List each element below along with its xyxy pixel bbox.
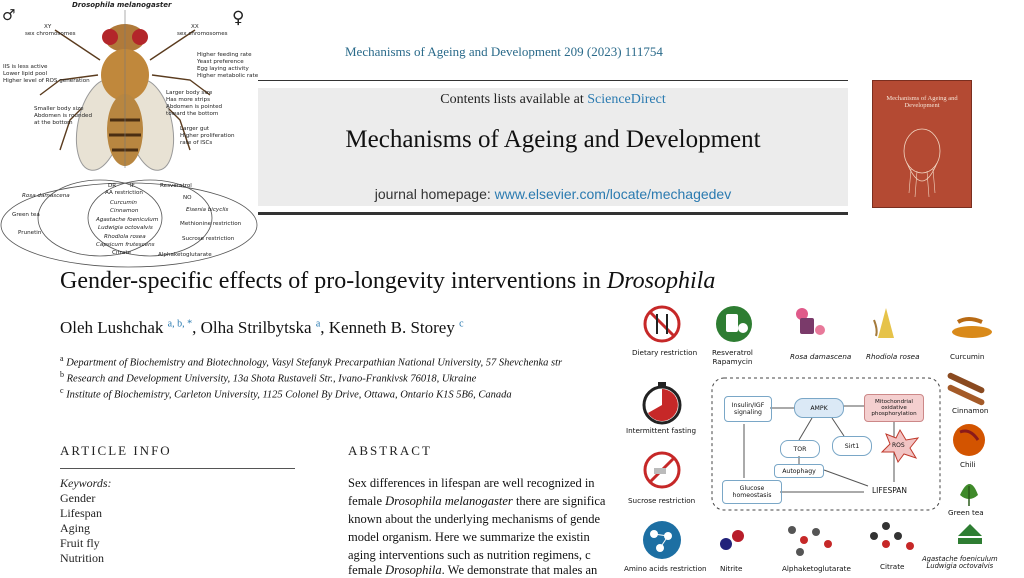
journal-cover-image[interactable] (872, 80, 972, 208)
rose-oil-icon (796, 308, 825, 335)
abstract-text: female (348, 563, 386, 577)
male-body-trait: Abdomen is rounded (34, 113, 93, 119)
intervention-label: Citrate (880, 562, 905, 571)
keyword: Gender (60, 491, 96, 505)
stopwatch-icon (644, 382, 680, 423)
venn-right-item: Resveratrol (160, 183, 192, 189)
female-body-trait: toward the bottom (166, 111, 219, 117)
venn-right-item: Eisenia bicyclis (186, 207, 229, 213)
article-info-divider (60, 468, 295, 469)
female-gut-trait: Higher proliferation (180, 133, 235, 139)
affiliation (60, 370, 476, 385)
article-title (60, 268, 715, 295)
nitrite-icon (720, 530, 744, 550)
intervention-label: Amino acids restriction (624, 564, 707, 573)
author-name[interactable]: Kenneth B. Storey (328, 318, 455, 337)
keyword: Nutrition (60, 551, 104, 565)
abstract-line (348, 476, 595, 491)
abstract-text: Sex differences in lifespan are well recognized in (348, 476, 595, 490)
abstract-text: known about the underlying mechanisms of gende (348, 512, 601, 526)
pathway-node-tor: TOR (780, 440, 820, 458)
female-trait: Higher metabolic rate (197, 73, 259, 79)
fly-figure-title: Drosophila melanogaster (72, 1, 172, 9)
male-trait: IIS is less active (3, 64, 48, 70)
pathway-node-lifespan: LIFESPAN (872, 486, 907, 495)
venn-center-item: Rhodiola rosea (104, 234, 146, 240)
affiliation-key: b (60, 370, 64, 379)
abstract-line (348, 530, 590, 545)
cinnamon-icon (947, 372, 986, 406)
venn-center-item: Cinnamon (110, 208, 139, 214)
venn-right-item: Methionine restriction (180, 221, 242, 227)
pill-bottle-icon (716, 306, 752, 342)
article-title-italic: Drosophila (606, 268, 716, 294)
author-affiliation-marks[interactable]: a (315, 318, 321, 330)
curcumin-icon (952, 319, 992, 338)
pathway-node-ros: ROS (892, 442, 905, 449)
male-chrom-label: sex chromosomes (25, 31, 76, 37)
author-affiliation-marks[interactable]: c (459, 318, 464, 330)
cover-title: Mechanisms of Ageing and Development (886, 95, 958, 109)
keyword: Aging (60, 521, 90, 535)
venn-center-item: Capsicum frutescens (96, 242, 155, 248)
female-gut-trait: Larger gut (180, 126, 210, 132)
venn-right-item: Alphaketoglutarate (158, 252, 212, 258)
female-trait: Yeast preference (197, 59, 244, 65)
venn-center-head: DR (108, 183, 117, 189)
contents-prefix: Contents lists available at (440, 92, 588, 107)
intervention-label: Dietary restriction (632, 348, 698, 357)
no-food-icon (645, 307, 679, 341)
affiliation-key: c (60, 386, 64, 395)
affiliation (60, 386, 512, 401)
akg-molecule-icon (788, 526, 832, 556)
venn-center-head: AA restriction (105, 190, 143, 196)
keyword: Fruit fly (60, 536, 100, 550)
abstract-italic: Drosophila melanogaster (385, 494, 513, 508)
pathway-node-glucose: Glucose homeostasis (722, 480, 782, 504)
fly-sex-differences-figure (0, 0, 258, 268)
contents-line (258, 92, 848, 108)
journal-reference: Mechanisms of Ageing and Development 209 (2023) 111754 (345, 44, 663, 59)
male-chrom-xy: XY (44, 24, 52, 30)
intervention-label: Curcumin (950, 352, 985, 361)
affiliation-text: Department of Biochemistry and Biotechnology, Vasyl Stefanyk Precarpathian National University, 57 Shevchenka str (66, 357, 563, 369)
venn-right-item: Sucrose restriction (182, 236, 235, 242)
female-chrom-xx: XX (191, 24, 199, 30)
article-title-text: Gender-specific effects of pro-longevity interventions in (60, 268, 607, 294)
chili-icon (953, 424, 985, 456)
intervention-label: Chili (960, 460, 976, 469)
male-trait: Lower lipid pool (3, 71, 48, 77)
intervention-label: Nitrite (720, 564, 743, 573)
intervention-label: Sucrose restriction (628, 496, 696, 505)
intervention-label: Rhodiola rosea (866, 352, 920, 361)
header-divider (258, 80, 848, 81)
interventions-graphics (624, 300, 1024, 576)
header-bottom-divider (258, 212, 848, 215)
sciencedirect-link[interactable]: ScienceDirect (587, 92, 666, 107)
venn-right-item: NO (183, 195, 192, 201)
venn-left-item: Green tea (12, 212, 40, 218)
homepage-line (258, 186, 848, 202)
abstract-line (348, 512, 600, 527)
intervention-label: Intermittent fasting (626, 426, 697, 435)
abstract-line (348, 548, 591, 563)
green-tea-icon (960, 484, 978, 506)
journal-title: Mechanisms of Ageing and Development (345, 126, 761, 153)
intervention-label: Resveratrol Rapamycin (712, 348, 753, 366)
male-trait: Higher level of ROS generation (3, 78, 90, 84)
venn-left-item: Prunetin (18, 230, 42, 236)
female-chrom-label: sex chromosomes (177, 31, 228, 37)
female-symbol: ♀ (232, 8, 245, 28)
affiliation-text: Institute of Biochemistry, Carleton University, 1125 Colonel By Drive, Ottawa, Ontario K1S 5B6, Canada (66, 389, 512, 401)
pathway-node-sirt1: Sirt1 (832, 436, 872, 456)
homepage-prefix: journal homepage: (374, 186, 495, 202)
pathway-node-mito: Mitochondrial oxidative phosphorylation (864, 394, 924, 422)
affiliation (60, 354, 562, 369)
abstract-italic: Drosophila (385, 563, 442, 577)
male-body-trait: at the bottom (34, 120, 73, 126)
female-trait: Higher feeding rate (197, 52, 252, 58)
abstract-heading: ABSTRACT (348, 443, 432, 458)
root-oil-icon (874, 308, 894, 338)
author-name[interactable]: Oleh Lushchak (60, 318, 164, 337)
no-sugar-icon (645, 453, 679, 487)
abstract-text: there are significa (512, 494, 606, 508)
interventions-figure (624, 300, 1024, 576)
article-info-heading: ARTICLE INFO (60, 443, 172, 458)
author-name[interactable]: Olha Strilbytska (200, 318, 312, 337)
abstract-line (348, 494, 605, 509)
intervention-label: Alphaketoglutarate (782, 564, 851, 573)
male-body-trait: Smaller body size (34, 106, 84, 112)
keywords-label: Keywords: (60, 476, 112, 490)
herbs-icon (958, 524, 982, 544)
author-affiliation-marks[interactable]: a, b, * (167, 318, 193, 330)
citrate-molecule-icon (870, 522, 914, 550)
venn-left-item: Rosa damascena (22, 193, 70, 199)
pathway-node-ampk: AMPK (794, 398, 844, 418)
keyword: Lifespan (60, 506, 102, 520)
intervention-label: Cinnamon (952, 406, 989, 415)
venn-center-item: Citrate (112, 250, 132, 256)
pathway-node-autophagy: Autophagy (774, 464, 824, 478)
intervention-label: Green tea (948, 508, 984, 517)
affiliation-key: a (60, 354, 64, 363)
female-trait: Egg laying activity (197, 66, 249, 72)
abstract-text: female (348, 494, 386, 508)
abstract-text: . We demonstrate that males an (441, 563, 598, 577)
affiliation-text: Research and Development University, 13a Shota Rustaveli Str., Ivano-Frankivsk 76018, Ukraine (66, 373, 477, 385)
author-list: Oleh Lushchak $^{a, b, *}$, Olha Strilbytska $^a$, Kenneth B. Storey $^c$ (60, 318, 464, 337)
molecule-icon (643, 521, 681, 559)
female-body-trait: Has more strips (166, 97, 211, 103)
venn-center-item: Curcumin (110, 200, 137, 206)
cover-portrait-icon (873, 81, 971, 207)
intervention-label: Agastache foeniculum Ludwigia octovalvis (922, 555, 998, 570)
female-body-trait: Abdomen is pointed (166, 104, 223, 110)
intervention-label: Rosa damascena (790, 352, 852, 361)
venn-center-item: Ludwigia octovalvis (98, 225, 153, 231)
pathway-node-insulin: Insulin/IGF signaling (724, 396, 772, 422)
venn-center-item: Agastache foeniculum (96, 217, 159, 223)
male-symbol: ♂ (2, 6, 16, 24)
female-gut-trait: rate of ISCs (180, 140, 213, 146)
homepage-link[interactable]: www.elsevier.com/locate/mechagedev (494, 186, 732, 202)
abstract-text: aging interventions such as nutrition regimens, c (348, 548, 591, 562)
venn-center-head: IF (130, 183, 135, 189)
female-body-trait: Larger body size (166, 90, 213, 96)
abstract-text: model organism. Here we summarize the existin (348, 530, 590, 544)
